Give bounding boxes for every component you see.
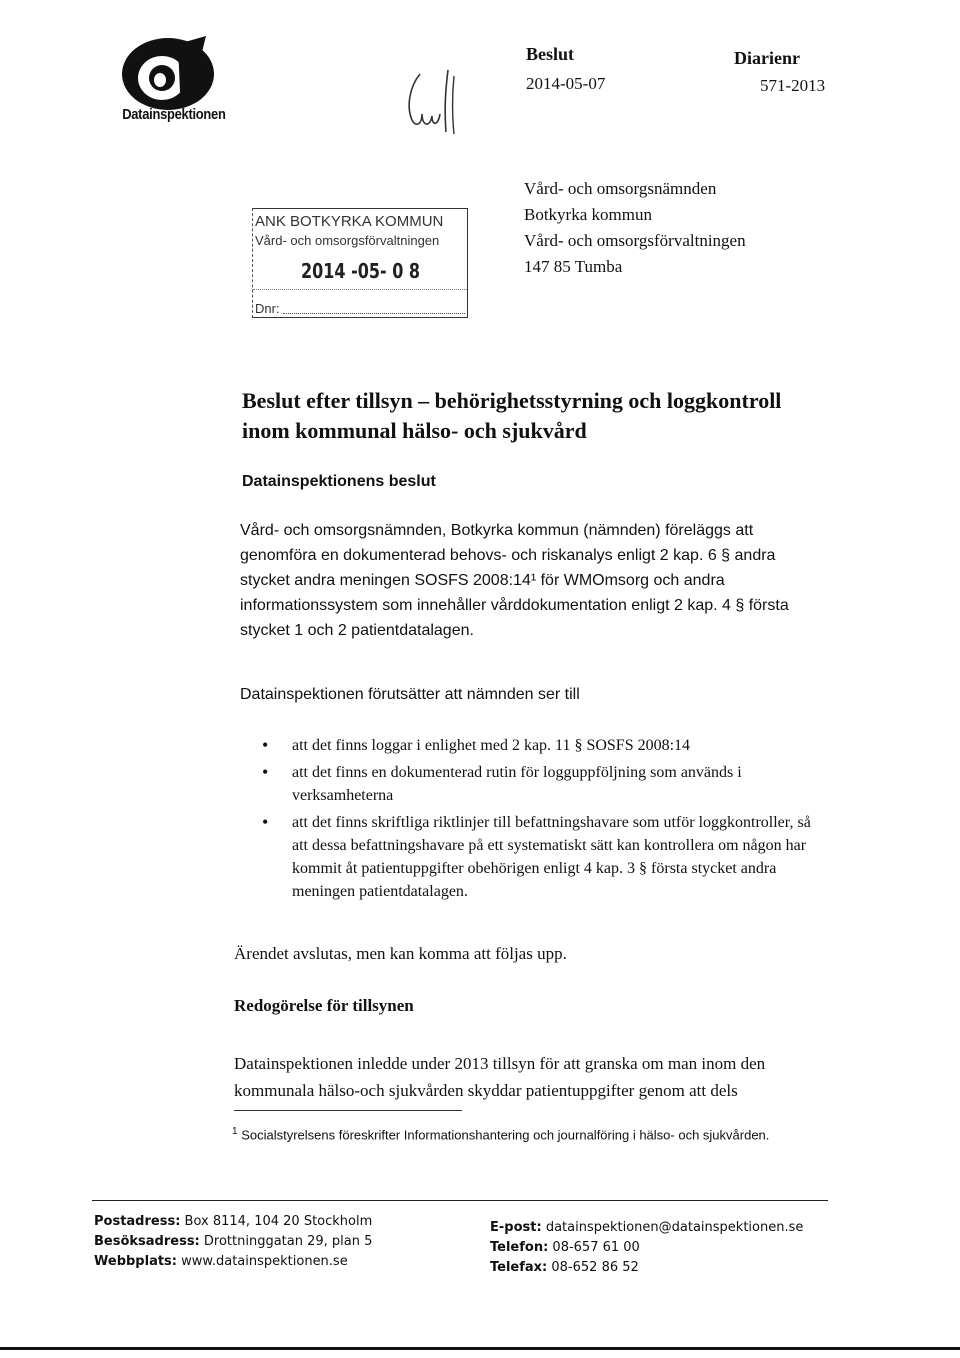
logo-name: Datainspektionen	[122, 106, 226, 123]
footer-email	[490, 1218, 803, 1238]
page-bottom-edge	[0, 1347, 960, 1350]
footer-web-label: Webbplats:	[94, 1254, 177, 1269]
received-stamp	[252, 208, 468, 318]
list-item: • att det finns loggar i enlighet med 2 kap. 11 § SOSFS 2008:14	[262, 734, 822, 757]
document-title: Beslut efter tillsyn – behörighetsstyrning och loggkontroll inom kommunal hälso- och sjukvård	[242, 388, 782, 443]
footer-web-value: www.datainspektionen.se	[181, 1254, 348, 1269]
footer-visit-label: Besöksadress:	[94, 1234, 200, 1249]
address-line: 147 85 Tumba	[524, 257, 623, 276]
footnote	[232, 1122, 792, 1145]
decision-text: Vård- och omsorgsnämnden, Botkyrka kommun (nämnden) föreläggs att genomföra en dokumenterad behovs- och riskanalys enligt 2 kap. 6 § andra stycket andra meningen SOSFS 2008:14¹ för WMOmsorg och andra informationssystem som innehåller vårddokumentation enligt 2 kap. 4 § första stycket 1 och 2 patientdatalagen.	[240, 522, 789, 639]
decision-heading: Datainspektionens beslut	[242, 473, 436, 490]
footer-email-label: E-post:	[490, 1220, 542, 1235]
footer-phone	[490, 1238, 803, 1258]
footnote-divider	[234, 1110, 462, 1111]
address-line: Vård- och omsorgsförvaltningen	[524, 231, 746, 250]
footer-web	[94, 1252, 372, 1272]
stamp-dnr-line	[283, 313, 465, 314]
account-heading: Redogörelse för tillsynen	[234, 996, 414, 1015]
address-line: Vård- och omsorgsnämnden	[524, 179, 717, 198]
decision-date: 2014-05-07	[526, 74, 606, 93]
footer-contact-right	[490, 1218, 803, 1278]
closing-sentence: Ärendet avslutas, men kan komma att följas upp.	[234, 944, 567, 963]
footer-fax-label: Telefax:	[490, 1260, 548, 1275]
at-sign-logo-icon	[118, 34, 222, 110]
footnote-text: Socialstyrelsens föreskrifter Informationshantering och journalföring i hälso- och sjukvården.	[241, 1127, 770, 1143]
stamp-organisation: ANK BOTKYRKA KOMMUN	[255, 213, 444, 230]
stamp-department: Vård- och omsorgsförvaltningen	[255, 233, 440, 248]
assumption-list	[262, 734, 822, 907]
diarienr-label: Diarienr	[734, 48, 800, 68]
footer-postal-value: Box 8114, 104 20 Stockholm	[184, 1214, 373, 1229]
footer-postal	[94, 1212, 372, 1232]
footer-divider	[92, 1200, 828, 1201]
stamp-date: 2014 -05- 0 8	[301, 259, 421, 283]
assumption-intro: Datainspektionen förutsätter att nämnden ser till	[240, 686, 580, 703]
address-line: Botkyrka kommun	[524, 205, 652, 224]
footer-email-value: datainspektionen@datainspektionen.se	[545, 1220, 804, 1235]
footer-visit	[94, 1232, 372, 1252]
list-item: • att det finns en dokumenterad rutin för logguppföljning som används i verksamheterna	[262, 761, 822, 807]
account-text: Datainspektionen inledde under 2013 tillsyn för att granska om man inom den kommunala hälso-och sjukvården skyddar patientuppgifter genom att dels	[234, 1054, 766, 1100]
decision-label: Beslut	[526, 44, 575, 64]
footer-visit-value: Drottninggatan 29, plan 5	[203, 1234, 373, 1249]
datainspektionen-logo	[118, 34, 238, 126]
diarienr-value: 571-2013	[760, 76, 826, 95]
footer-postal-label: Postadress:	[94, 1214, 181, 1229]
footer-contact-left	[94, 1212, 372, 1272]
stamp-dnr: Dnr:	[255, 301, 280, 316]
list-item: • att det finns skriftliga riktlinjer till befattningshavare som utför loggkontroller, så att dessa befattningshavare på ett systematiskt sätt kan kontrollera om någon har kommit åt patientuppgifter obehörigen enligt 4 kap. 3 § första stycket andra meningen patientdatalagen.	[262, 811, 822, 903]
handwritten-initials	[392, 66, 472, 136]
footer-fax-value: 08-652 86 52	[551, 1260, 639, 1275]
footer-fax	[490, 1258, 803, 1278]
stamp-divider	[253, 289, 467, 290]
footnote-marker: 1	[232, 1126, 238, 1137]
footer-phone-label: Telefon:	[490, 1240, 549, 1255]
footer-phone-value: 08-657 61 00	[552, 1240, 640, 1255]
